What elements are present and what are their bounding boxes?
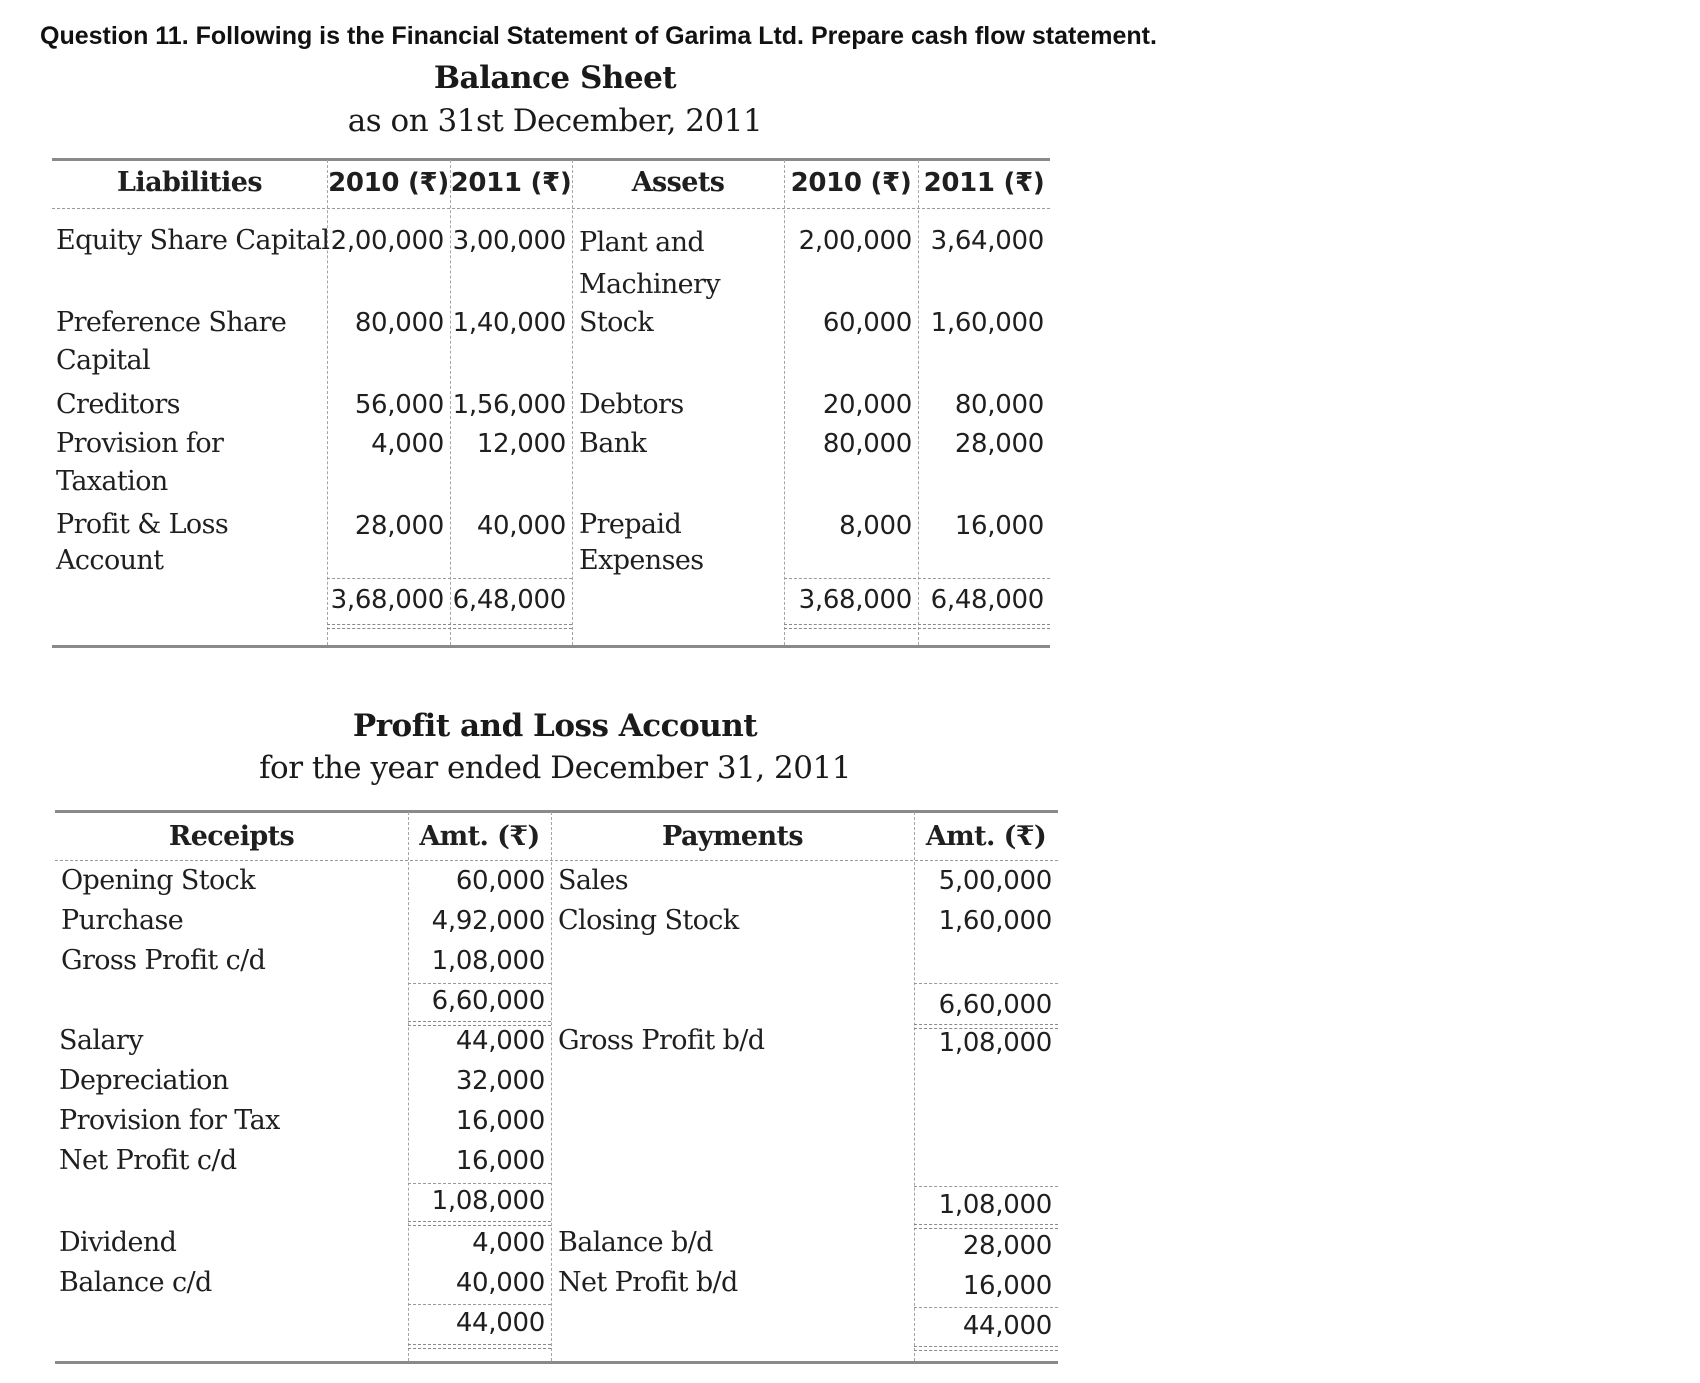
liability-2011: 3,00,000 <box>452 226 566 256</box>
header-rule <box>52 208 1050 209</box>
liabilities-total-2010: 3,68,000 <box>330 585 444 615</box>
header-liabilities-2011: 2011 (₹) <box>450 168 572 198</box>
header-payments-amount: Amt. (₹) <box>925 821 1047 852</box>
liability-label: Equity Share Capital <box>56 225 330 256</box>
table-bottom-rule <box>52 645 1050 648</box>
liability-label: Profit & Loss Account <box>56 509 229 576</box>
receipts-total: 1,08,000 <box>431 1186 545 1216</box>
receipt-amount: 4,000 <box>472 1228 545 1258</box>
asset-2010: 80,000 <box>822 429 912 459</box>
receipt-label: Net Profit c/d <box>59 1145 237 1176</box>
asset-label: Plant and Machinery <box>579 227 721 300</box>
liabilities-total-2011: 6,48,000 <box>452 585 566 615</box>
double-rule <box>327 624 572 629</box>
col-divider <box>572 160 573 645</box>
table-bottom-rule <box>55 1361 1058 1364</box>
asset-label: Stock <box>579 307 654 338</box>
payments-total: 1,08,000 <box>938 1190 1052 1220</box>
payments-total: 6,60,000 <box>938 990 1052 1020</box>
receipts-total: 44,000 <box>455 1308 545 1338</box>
asset-2010: 2,00,000 <box>798 226 912 256</box>
col-divider <box>551 812 552 1361</box>
assets-total-2010: 3,68,000 <box>798 585 912 615</box>
header-receipts-amount: Amt. (₹) <box>419 821 540 852</box>
liability-label: Preference Share Capital <box>56 307 287 376</box>
table-top-rule <box>52 158 1050 161</box>
balance-sheet-title: Balance Sheet <box>433 60 677 96</box>
receipt-label: Gross Profit c/d <box>61 945 266 976</box>
liability-2010: 4,000 <box>371 429 444 459</box>
asset-2011: 3,64,000 <box>930 226 1044 256</box>
pl-title: Profit and Loss Account <box>352 708 758 744</box>
asset-2010: 60,000 <box>822 308 912 338</box>
asset-2011: 28,000 <box>954 429 1044 459</box>
payment-label: Closing Stock <box>558 905 739 936</box>
liability-2010: 56,000 <box>354 390 444 420</box>
payment-label: Net Profit b/d <box>558 1267 738 1298</box>
payment-amount: 28,000 <box>962 1231 1052 1261</box>
assets-total-2011: 6,48,000 <box>930 585 1044 615</box>
liability-label: Provision for Taxation <box>56 428 224 497</box>
receipt-amount: 44,000 <box>455 1026 545 1056</box>
asset-label: Prepaid Expenses <box>579 509 704 576</box>
liability-label: Creditors <box>56 389 180 420</box>
payment-label: Gross Profit b/d <box>558 1025 765 1056</box>
receipt-label: Salary <box>59 1025 143 1056</box>
payments-total: 44,000 <box>962 1311 1052 1341</box>
receipt-label: Purchase <box>61 905 184 936</box>
pl-subtitle: for the year ended December 31, 2011 <box>259 750 851 786</box>
asset-2011: 16,000 <box>954 511 1044 541</box>
liability-2011: 1,40,000 <box>452 308 566 338</box>
header-assets-2010: 2010 (₹) <box>790 168 912 198</box>
double-rule <box>784 624 1050 629</box>
receipt-label: Opening Stock <box>61 865 255 896</box>
payment-amount: 16,000 <box>962 1271 1052 1301</box>
receipt-label: Provision for Tax <box>59 1105 280 1136</box>
balance-sheet-table <box>52 158 1050 648</box>
header-liabilities: Liabilities <box>117 167 262 198</box>
table-top-rule <box>55 810 1058 813</box>
receipt-amount: 32,000 <box>455 1066 545 1096</box>
asset-2010: 8,000 <box>839 511 912 541</box>
payment-amount: 1,08,000 <box>938 1028 1052 1058</box>
receipt-label: Depreciation <box>59 1065 229 1096</box>
header-assets: Assets <box>631 167 725 198</box>
header-liabilities-2010: 2010 (₹) <box>328 168 449 198</box>
asset-label: Bank <box>579 428 647 459</box>
liability-2010: 80,000 <box>354 308 444 338</box>
receipts-total: 6,60,000 <box>431 986 545 1016</box>
receipt-amount: 1,08,000 <box>431 946 545 976</box>
liability-2011: 1,56,000 <box>452 390 566 420</box>
receipt-amount: 16,000 <box>455 1106 545 1136</box>
liability-2011: 12,000 <box>476 429 566 459</box>
payment-label: Sales <box>558 865 629 896</box>
balance-sheet-subtitle: as on 31st December, 2011 <box>347 103 763 139</box>
payment-amount: 1,60,000 <box>938 906 1052 936</box>
double-rule <box>914 1346 1058 1351</box>
double-rule <box>408 1344 551 1349</box>
liability-2010: 2,00,000 <box>330 226 444 256</box>
header-receipts: Receipts <box>168 821 295 852</box>
asset-2010: 20,000 <box>822 390 912 420</box>
payment-label: Balance b/d <box>558 1227 713 1258</box>
header-assets-2011: 2011 (₹) <box>923 168 1045 198</box>
liability-2011: 40,000 <box>476 511 566 541</box>
header-rule <box>55 860 1058 861</box>
total-rule <box>784 578 1050 579</box>
asset-2011: 1,60,000 <box>930 308 1044 338</box>
receipt-amount: 60,000 <box>455 866 545 896</box>
asset-label: Debtors <box>579 389 684 420</box>
profit-loss-table <box>55 810 1058 1365</box>
asset-2011: 80,000 <box>954 390 1044 420</box>
question-text: Question 11. Following is the Financial Statement of Garima Ltd. Prepare cash flow statement. <box>40 22 1157 50</box>
receipt-amount: 16,000 <box>455 1146 545 1176</box>
total-rule <box>327 578 572 579</box>
receipt-amount: 4,92,000 <box>431 906 545 936</box>
receipt-label: Dividend <box>59 1227 177 1258</box>
liability-2010: 28,000 <box>354 511 444 541</box>
payment-amount: 5,00,000 <box>938 866 1052 896</box>
receipt-amount: 40,000 <box>455 1268 545 1298</box>
header-payments: Payments <box>661 821 803 852</box>
total-rule <box>914 983 1058 984</box>
receipt-label: Balance c/d <box>59 1267 212 1298</box>
